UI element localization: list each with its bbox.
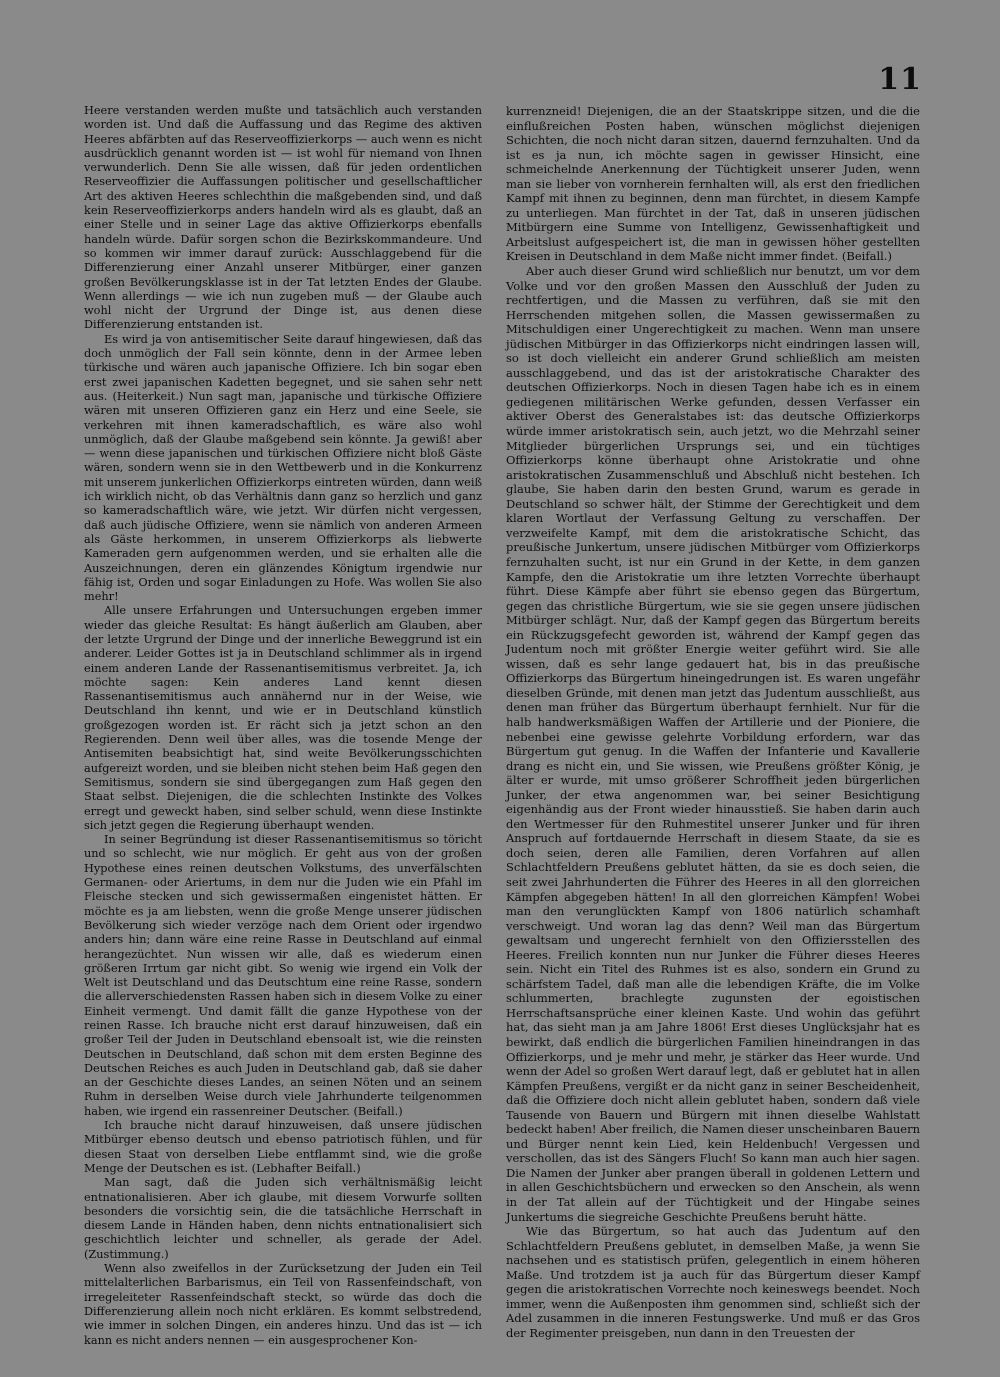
right-column [506, 104, 920, 1340]
paragraph: Es wird ja von antisemitischer Seite darauf hingewiesen, daß das doch unmöglich der Fall sein könnte, denn in der Armee leben türkische und wären auch japanische Offiziere. Ich bin sogar eben erst zwei japanischen Kadetten begegnet, und sie sahen sehr nett aus. (Heiterkeit.) Nun sagt man, japanische und türkische Offiziere wären mit unseren Offizieren ganz ein Herz und eine Seele, sie verkehren mit ihnen kameradschaftlich, es wäre also wohl unmöglich, daß der Glaube maßgebend sein könnte. Ja gewiß! aber — wenn diese japanischen und türkischen Offiziere nicht bloß Gäste wären, sondern wenn sie in den Wettbewerb und in die Konkurrenz mit unserem junkerlichen Offizierkorps eintreten würden, dann weiß ich wirklich nicht, ob das Verhältnis dann ganz so herzlich und ganz so kameradschaftlich wäre, wie jetzt. Wir dürfen nicht vergessen, daß auch jüdische Offiziere, wenn sie nämlich von anderen Armeen als Gäste herkommen, in unserem Offizierkorps als liebwerte Kameraden gern aufgenommen werden, und sie erhalten alle die Auszeichnungen, deren ein glänzendes Königtum irgendwie nur fähig ist, Orden und sogar Einladungen zu Hofe. Was wollen Sie also mehr! [84, 332, 482, 604]
paragraph: In seiner Begründung ist dieser Rassenantisemitismus so töricht und so schlecht, wie nur möglich. Er geht aus von der großen Hypothese eines reinen deutschen Volkstums, des unverfälschten Germanen- oder Ariertums, in dem nur die Juden wie ein Pfahl im Fleische stecken und sich gewissermaßen eingenistet hätten. Er möchte es ja am liebsten, wenn die große Menge unserer jüdischen Bevölkerung sich wieder verzöge nach dem Orient oder irgendwo anders hin; dann wäre eine reine Rasse in Deutschland auf einmal herangezüchtet. Nun wissen wir alle, daß es wiederum einen größeren Irrtum gar nicht gibt. So wenig wie irgend ein Volk der Welt ist Deutschland und das Deutschtum eine reine Rasse, sondern die allerverschiedensten Rassen haben sich in diesem Volke zu einer Einheit vermengt. Und damit fällt die ganze Hypothese von der reinen Rasse. Ich brauche nicht erst darauf hinzuweisen, daß ein großer Teil der Juden in Deutschland ebensoalt ist, wie die reinsten Deutschen in Deutschland, daß schon mit dem ersten Beginne des Deutschen Reiches es auch Juden in Deutschland gab, daß sie daher an der Geschichte dieses Landes, an seinen Nöten und an seinem Ruhm in derselben Weise durch viele Jahrhunderte teilgenommen haben, wie irgend ein rassenreiner Deutscher. (Beifall.) [84, 833, 482, 1118]
page-number: 11 [878, 62, 922, 97]
paragraph: Heere verstanden werden mußte und tatsächlich auch verstanden worden ist. Und daß die Auffassung und das Regime des aktiven Heeres abfärbten auf das Reserveoffizierkorps — auch wenn es nicht ausdrücklich genannt worden ist — ist wohl für niemand von Ihnen verwunderlich. Denn Sie alle wissen, daß für jeden ordentlichen Reserveoffizier die Auffassungen politischer und gesellschaftlicher Art des aktiven Heeres schlechthin die maßgebenden sind, und daß kein Reserveoffizierkorps anders handeln wird als es glaubt, daß an einer Stelle und in seiner Lage das aktive Offizierkorps ebenfalls handeln würde. Dafür sorgen schon die Bezirkskommandeure. Und so kommen wir immer darauf zurück: Ausschlaggebend für die Differenzierung einer Anzahl unserer Mitbürger, einer ganzen großen Bevölkerungsklasse ist in der Tat letzten Endes der Glaube. Wenn allerdings — wie ich nun zugeben muß — der Glaube auch wohl nicht der Urgrund der Dinge ist, aus denen diese Differenzierung entstanden ist. [84, 104, 482, 332]
paragraph: Man sagt, daß die Juden sich verhältnismäßig leicht entnationalisieren. Aber ich glaube, mit diesem Vorwurfe sollten besonders die vorsichtig sein, die die tatsächliche Herrschaft in diesem Lande in Händen haben, denn nichts entnationalisiert sich geschichtlich leichter und schneller, als gerade der Adel. (Zustimmung.) [84, 1176, 482, 1261]
paragraph: Wie das Bürgertum, so hat auch das Judentum auf den Schlachtfeldern Preußens geblutet, in demselben Maße, ja wenn Sie nachsehen und es statistisch prüfen, gelegentlich in einem höheren Maße. Und trotzdem ist ja auch für das Bürgertum dieser Kampf gegen die aristokratischen Vorrechte noch keineswegs beendet. Noch immer, wenn die Außenposten ihm genommen sind, schließt sich der Adel zusammen in die inneren Festungswerke. Und muß er das Gros der Regimenter preisgeben, nun dann in den Treuesten der [506, 1224, 920, 1340]
paragraph: Wenn also zweifellos in der Zurücksetzung der Juden ein Teil mittelalterlichen Barbarismus, ein Teil von Rassenfeindschaft, von irregeleiteter Rassenfeindschaft steckt, so würde das doch die Differenzierung allein noch nicht erklären. Es kommt selbstredend, wie immer in solchen Dingen, ein anderes hinzu. Und das ist — ich kann es nicht anders nennen — ein ausgesprochener Kon- [84, 1262, 482, 1347]
paragraph: Ich brauche nicht darauf hinzuweisen, daß unsere jüdischen Mitbürger ebenso deutsch und ebenso patriotisch fühlen, und für diesen Staat von derselben Liebe entflammt sind, wie die große Menge der Deutschen es ist. (Lebhafter Beifall.) [84, 1119, 482, 1175]
left-column [84, 104, 482, 1348]
paragraph: kurrenzneid! Diejenigen, die an der Staatskrippe sitzen, und die die einflußreichen Posten haben, wünschen möglichst diejenigen Schichten, die noch nicht daran sitzen, dauernd fernzuhalten. Und da ist es ja nun, ich möchte sagen in gewisser Hinsicht, eine schmeichelnde Anerkennung der Tüchtigkeit unserer Juden, wenn man sie lieber von vornherein fernhalten will, als erst den friedlichen Kampf mit ihnen zu beginnen, denn man fürchtet, in diesem Kampfe zu unterliegen. Man fürchtet in der Tat, daß in unseren jüdischen Mitbürgern eine Summe von Intelligenz, Gewissenhaftigkeit und Arbeitslust aufgespeichert ist, die man in gewissen höher gestellten Kreisen in Deutschland in dem Maße nicht immer findet. (Beifall.) [506, 104, 920, 264]
paragraph: Aber auch dieser Grund wird schließlich nur benutzt, um vor dem Volke und vor den großen Massen den Ausschluß der Juden zu rechtfertigen, und die Massen zu verführen, daß sie mit den Herrschenden mitgehen sollen, die Massen gewissermaßen zu Mitschuldigen einer Ungerechtigkeit zu machen. Wenn man unsere jüdischen Mitbürger in das Offizierkorps nicht eindringen lassen will, so ist doch vielleicht ein anderer Grund schließlich am meisten ausschlaggebend, und das ist der aristokratische Charakter des deutschen Offizierkorps. Noch in diesen Tagen habe ich es in einem gediegenen militärischen Werke gefunden, dessen Verfasser ein aktiver Oberst des Generalstabes ist: das deutsche Offizierkorps würde immer aristokratisch sein, auch jetzt, wo die Mehrzahl seiner Mitglieder bürgerlichen Ursprungs sei, und ein tüchtiges Offizierkorps könne überhaupt ohne Aristokratie und ohne aristokratischen Zusammenschluß und Abschluß nicht bestehen. Ich glaube, Sie haben darin den besten Grund, warum es gerade in Deutschland so schwer hält, der Stimme der Gerechtigkeit und dem klaren Wortlaut der Verfassung Geltung zu verschaffen. Der verzweifelte Kampf, mit dem die aristokratische Schicht, das preußische Junkertum, unsere jüdischen Mitbürger vom Offizierkorps fernzuhalten sucht, ist nur ein Grund in der Kette, in dem ganzen Kampfe, den die Aristokratie um ihre letzten Vorrechte überhaupt führt. Diese Kämpfe aber führt sie ebenso gegen das Bürgertum, gegen das christliche Bürgertum, wie sie sie gegen unsere jüdischen Mitbürger schlägt. Nur, daß der Kampf gegen das Bürgertum bereits ein Rückzugsgefecht geworden ist, während der Kampf gegen das Judentum noch mit größter Energie weiter geführt wird. Sie alle wissen, daß es sehr lange gedauert hat, bis in das preußische Offizierkorps das Bürgertum hineingedrungen ist. Es waren ungefähr dieselben Gründe, mit denen man jetzt das Judentum ausschließt, aus denen man früher das Bürgertum überhaupt fernhielt. Nur für die halb handwerksmäßigen Waffen der Artillerie und der Pioniere, die nebenbei eine gewisse gelehrte Vorbildung erfordern, war das Bürgertum gut genug. In die Waffen der Infanterie und Kavallerie drang es nicht ein, und Sie wissen, wie Preußens größter König, je älter er wurde, mit umso größerer Schroffheit jeden bürgerlichen Junker, der etwa angenommen war, bei seiner Besichtigung eigenhändig aus der Front wieder hinausstieß. Sie haben darin auch den Wertmesser für den Ruhmestitel unserer Junker und für ihren Anspruch auf fortdauernde Herrschaft in diesem Staate, da sie es doch seien, deren alle Familien, deren Vorfahren auf allen Schlachtfeldern Preußens geblutet hätten, da sie es doch seien, die seit zwei Jahrhunderten die Führer des Heeres in all den glorreichen Kämpfen abgegeben hätten! In all den glorreichen Kämpfen! Wobei man den verunglückten Kampf von 1806 natürlich schamhaft verschweigt. Und woran lag das denn? Weil man das Bürgertum gewaltsam und ungerecht fernhielt von den Offiziersstellen des Heeres. Freilich konnten nun nur Junker die Führer dieses Heeres sein. Nicht ein Titel des Ruhmes ist es also, sondern ein Grund zu schärfstem Tadel, daß man alle die lebendigen Kräfte, die im Volke schlummerten, brachlegte zugunsten der egoistischen Herrschaftsansprüche einer kleinen Kaste. Und wohin das geführt hat, das sieht man ja am Jahre 1806! Erst dieses Unglücksjahr hat es bewirkt, daß endlich die bürgerlichen Familien hineindrangen in das Offizierkorps, und je mehr und mehr, je stärker das Heer wurde. Und wenn der Adel so großen Wert darauf legt, daß er geblutet hat in allen Kämpfen Preußens, vergißt er da nicht ganz in seiner Bescheidenheit, daß die Offiziere doch nicht allein geblutet haben, sondern daß viele Tausende von Bauern und Bürgern mit ihnen dieselbe Wahlstatt bedeckt haben! Aber freilich, die Namen dieser unscheinbaren Bauern und Bürger nennt kein Lied, kein Heldenbuch! Vergessen und verschollen, das ist des Sängers Fluch! So kann man auch hier sagen. Die Namen der Junker aber prangen überall in goldenen Lettern und in allen Geschichtsbüchern und erwecken so den Anschein, als wenn in der Tat allein auf der Tüchtigkeit und der Hingabe seines Junkertums die siegreiche Geschichte Preußens beruht hätte. [506, 264, 920, 1224]
paragraph: Alle unsere Erfahrungen und Untersuchungen ergeben immer wieder das gleiche Resultat: Es hängt äußerlich am Glauben, aber der letzte Urgrund der Dinge und der innerliche Beweggrund ist ein anderer. Leider Gottes ist ja in Deutschland schlimmer als in irgend einem anderen Lande der Rassenantisemitismus verbreitet. Ja, ich möchte sagen: Kein anderes Land kennt diesen Rassenantisemitismus auch annähernd nur in der Weise, wie Deutschland ihn kennt, und wie er in Deutschland künstlich großgezogen worden ist. Er rächt sich ja jetzt schon an den Regierenden. Denn weil über alles, was die tosende Menge der Antisemiten beabsichtigt hat, sind weite Bevölkerungsschichten aufgereizt worden, und sie bleiben nicht stehen beim Haß gegen den Semitismus, sondern sie sind übergegangen zum Haß gegen den Staat selbst. Diejenigen, die die schlechten Instinkte des Volkes erregt und geweckt haben, sind selber schuld, wenn diese Instinkte sich jetzt gegen die Regierung überhaupt wenden. [84, 604, 482, 832]
